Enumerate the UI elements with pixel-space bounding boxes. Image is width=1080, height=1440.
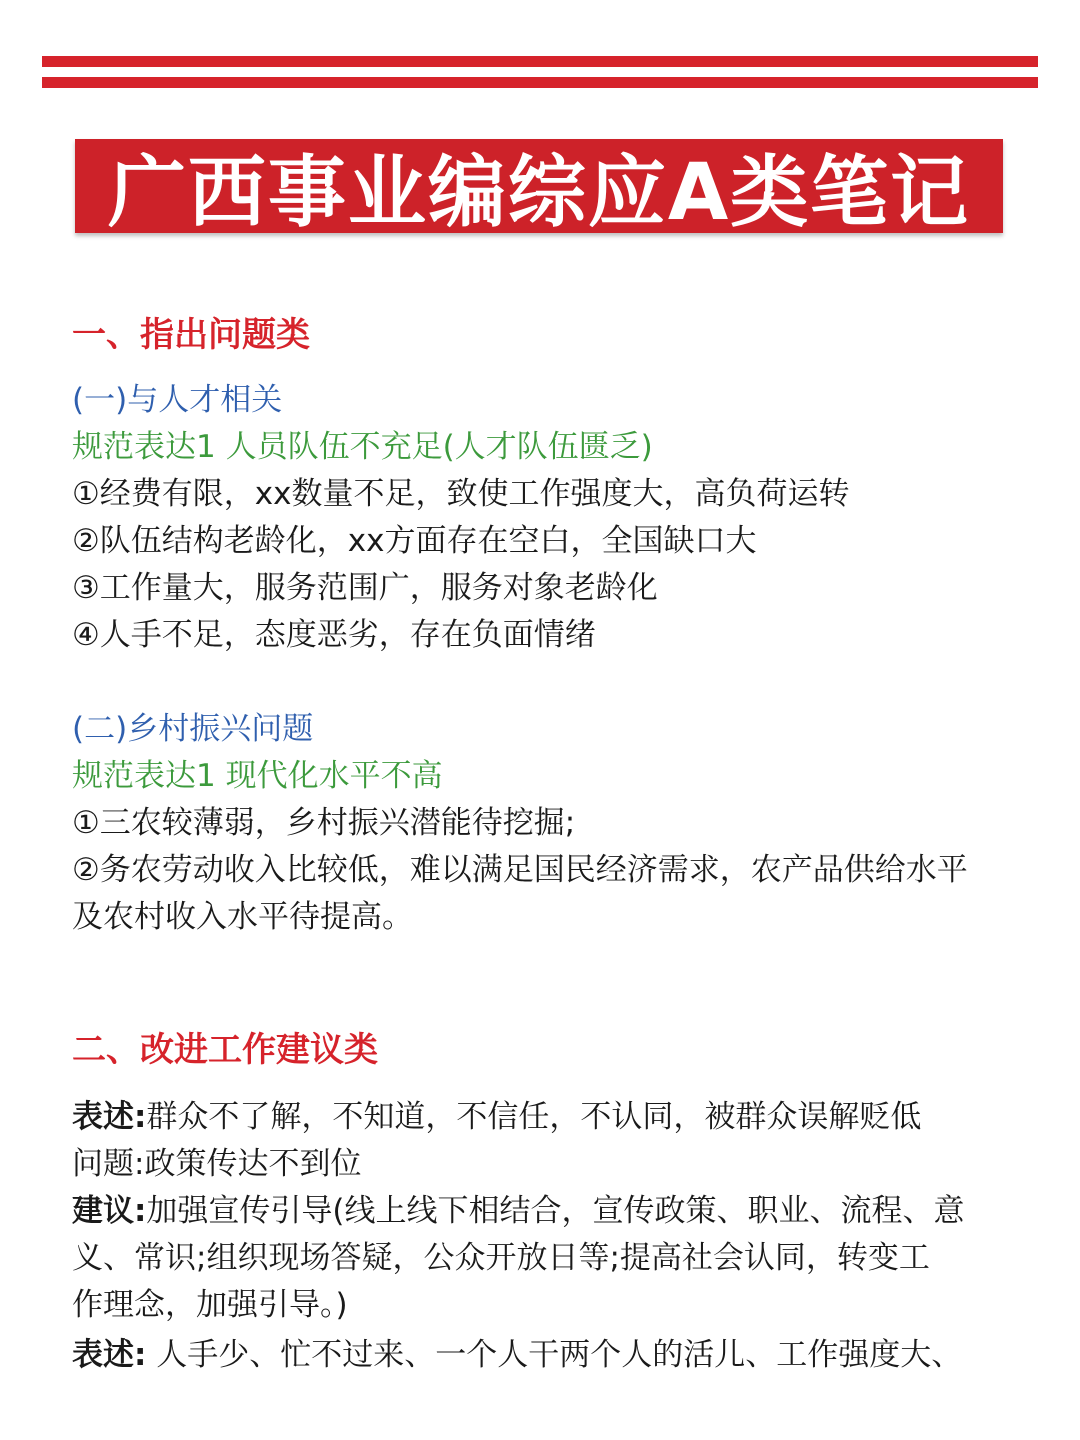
- sub1-heading: (一)与人才相关: [72, 382, 283, 418]
- statement-line: [72, 1335, 962, 1375]
- sub1-expression: 规范表达1 人员队伍不充足(人才队伍匮乏): [72, 429, 653, 465]
- sub2-heading: (二)乡村振兴问题: [72, 711, 314, 747]
- suggestion-line: [72, 1191, 965, 1231]
- problem-line: [72, 1144, 361, 1184]
- list-item: ①三农较薄弱，乡村振兴潜能待挖掘;: [72, 805, 576, 841]
- problem-label: 问题:: [72, 1146, 145, 1182]
- second-red-rule: [42, 77, 1038, 88]
- problem-text: 政策传达不到位: [144, 1146, 362, 1182]
- suggestion-label: 建议:: [72, 1193, 147, 1229]
- statement-line: [72, 1097, 921, 1137]
- list-item: 及农村收入水平待提高。: [72, 899, 413, 935]
- page-title: 广西事业编综应A类笔记: [75, 139, 1003, 233]
- statement-text: 人手少、忙不过来、一个人干两个人的活儿、工作强度大、: [146, 1337, 963, 1373]
- statement-label: 表述:: [72, 1099, 147, 1135]
- suggestion-text: 加强宣传引导(线上线下相结合，宣传政策、职业、流程、意: [146, 1193, 965, 1229]
- sub2-expression: 规范表达1 现代化水平不高: [72, 758, 443, 794]
- section2-heading: 二、改进工作建议类: [72, 1030, 378, 1070]
- section1-heading: 一、指出问题类: [72, 315, 310, 355]
- list-item: ④人手不足，态度恶劣，存在负面情绪: [72, 617, 596, 653]
- list-item: ③工作量大，服务范围广，服务对象老龄化: [72, 570, 658, 606]
- list-item: ②队伍结构老龄化，xx方面存在空白，全国缺口大: [72, 523, 757, 559]
- suggestion-text-cont: 作理念，加强引导。): [72, 1287, 348, 1323]
- suggestion-text-cont: 义、常识;组织现场答疑，公众开放日等;提高社会认同，转变工: [72, 1240, 930, 1276]
- list-item: ②务农劳动收入比较低，难以满足国民经济需求，农产品供给水平: [72, 852, 968, 888]
- statement-label: 表述:: [72, 1337, 147, 1373]
- statement-text: 群众不了解，不知道，不信任，不认同，被群众误解贬低: [146, 1099, 922, 1135]
- top-red-rule: [42, 56, 1038, 67]
- list-item: ①经费有限，xx数量不足，致使工作强度大，高负荷运转: [72, 476, 850, 512]
